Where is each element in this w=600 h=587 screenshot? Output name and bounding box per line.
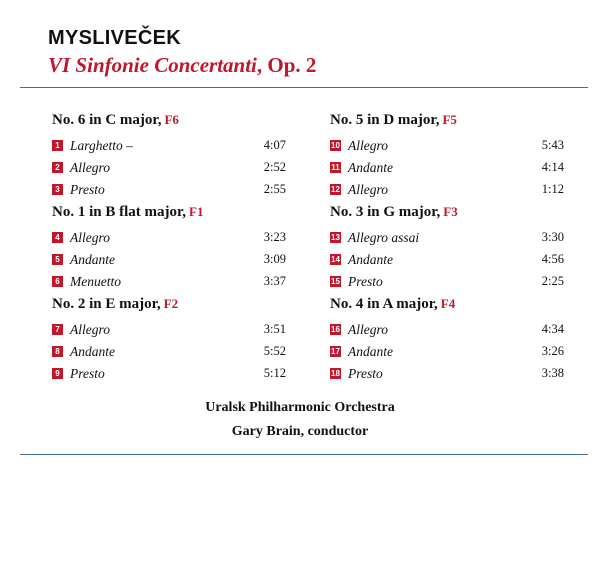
movement-name: Presto xyxy=(70,182,105,197)
track-number-badge: 11 xyxy=(331,163,340,172)
symphony-title: No. 2 in E major, xyxy=(52,296,161,312)
movement-name: Presto xyxy=(348,366,383,381)
movement-name: Andante xyxy=(348,344,393,359)
track-row xyxy=(330,181,564,203)
track-number-badge: 4 xyxy=(52,232,63,243)
work-opus: , Op. 2 xyxy=(256,53,317,77)
movement-name: Allegro xyxy=(70,322,110,337)
bottom-divider xyxy=(20,454,588,455)
track-row xyxy=(330,273,564,295)
symphony-title: No. 5 in D major, xyxy=(330,112,440,128)
track-number-badge: 3 xyxy=(52,184,63,195)
symphony-group xyxy=(330,203,564,295)
track-row xyxy=(52,137,286,159)
track-duration: 4:07 xyxy=(263,138,286,152)
composer-name: MYSLIVEČEK xyxy=(48,27,182,49)
track-number-badge: 10 xyxy=(331,141,340,150)
track-row xyxy=(52,321,286,343)
track-number-badge: 7 xyxy=(52,324,63,335)
symphony-title: No. 6 in C major, xyxy=(52,112,162,128)
track-row xyxy=(52,229,286,251)
movement-name: Allegro assai xyxy=(348,230,420,245)
symphony-heading xyxy=(52,203,286,229)
movement-name: Presto xyxy=(348,274,383,289)
track-row xyxy=(52,159,286,181)
track-number-badge: 16 xyxy=(331,325,340,334)
track-row xyxy=(52,181,286,203)
track-duration: 1:12 xyxy=(541,182,564,196)
movement-name: Larghetto – xyxy=(70,138,133,153)
symphony-heading xyxy=(330,111,564,137)
symphony-group xyxy=(330,111,564,203)
symphony-heading xyxy=(52,295,286,321)
track-row xyxy=(330,321,564,343)
symphony-heading xyxy=(52,111,286,137)
orchestra-credit: Uralsk Philharmonic Orchestra xyxy=(205,400,395,415)
movement-name: Presto xyxy=(70,366,105,381)
tracklist-column-left xyxy=(52,111,286,387)
movement-name: Andante xyxy=(70,252,115,267)
track-duration: 3:38 xyxy=(541,366,564,380)
track-duration: 2:55 xyxy=(263,182,286,196)
track-row xyxy=(52,273,286,295)
catalog-number: F3 xyxy=(443,204,458,219)
symphony-group xyxy=(52,295,286,387)
track-duration: 3:51 xyxy=(263,322,286,336)
track-row xyxy=(330,137,564,159)
track-row xyxy=(330,365,564,387)
catalog-number: F4 xyxy=(440,296,456,311)
track-number-badge: 9 xyxy=(52,368,63,379)
movement-name: Allegro xyxy=(348,182,388,197)
track-number-badge: 17 xyxy=(331,347,340,356)
track-number-badge: 6 xyxy=(52,276,63,287)
track-duration: 5:52 xyxy=(263,344,286,358)
symphony-group xyxy=(52,111,286,203)
symphony-heading xyxy=(330,203,564,229)
track-row xyxy=(330,229,564,251)
work-title-italic: VI Sinfonie Concertanti xyxy=(48,53,257,77)
track-number-badge: 14 xyxy=(331,255,340,264)
symphony-title: No. 1 in B flat major, xyxy=(52,204,187,220)
track-number-badge: 5 xyxy=(52,254,63,265)
track-number-badge: 2 xyxy=(52,162,63,173)
symphony-title: No. 3 in G major, xyxy=(330,204,441,220)
symphony-heading xyxy=(330,295,564,321)
track-duration: 3:30 xyxy=(541,230,564,244)
movement-name: Allegro xyxy=(348,138,388,153)
track-row xyxy=(330,251,564,273)
movement-name: Andante xyxy=(70,344,115,359)
track-number-badge: 15 xyxy=(331,277,340,286)
catalog-number: F5 xyxy=(442,112,457,127)
track-duration: 5:12 xyxy=(263,366,286,380)
track-duration: 3:26 xyxy=(541,344,564,358)
top-divider xyxy=(20,87,588,88)
symphony-group xyxy=(52,203,286,295)
track-row xyxy=(330,343,564,365)
track-duration: 3:37 xyxy=(263,274,286,288)
movement-name: Menuetto xyxy=(70,274,121,289)
symphony-title: No. 4 in A major, xyxy=(330,296,438,312)
track-duration: 3:23 xyxy=(263,230,286,244)
movement-name: Allegro xyxy=(70,230,110,245)
track-number-badge: 18 xyxy=(331,369,340,378)
movement-name: Andante xyxy=(348,160,393,175)
track-number-badge: 8 xyxy=(52,346,63,357)
track-duration: 4:34 xyxy=(541,322,564,336)
track-duration: 4:14 xyxy=(541,160,564,174)
movement-name: Andante xyxy=(348,252,393,267)
track-duration: 5:43 xyxy=(541,138,564,152)
movement-name: Allegro xyxy=(348,322,388,337)
track-duration: 2:52 xyxy=(263,160,286,174)
track-row xyxy=(52,365,286,387)
catalog-number: F2 xyxy=(163,296,179,311)
track-number-badge: 13 xyxy=(331,233,340,242)
track-row xyxy=(330,159,564,181)
track-duration: 3:09 xyxy=(263,252,286,266)
track-duration: 2:25 xyxy=(541,274,564,288)
tracklist-column-right xyxy=(330,111,564,387)
catalog-number: F6 xyxy=(164,112,179,127)
work-title xyxy=(48,53,316,78)
conductor-credit: Gary Brain, conductor xyxy=(231,424,369,439)
track-number-badge: 12 xyxy=(331,185,340,194)
track-number-badge: 1 xyxy=(52,140,63,151)
symphony-group xyxy=(330,295,564,387)
track-duration: 4:56 xyxy=(541,252,564,266)
track-row xyxy=(52,251,286,273)
track-row xyxy=(52,343,286,365)
catalog-number: F1 xyxy=(189,204,204,219)
movement-name: Allegro xyxy=(70,160,110,175)
